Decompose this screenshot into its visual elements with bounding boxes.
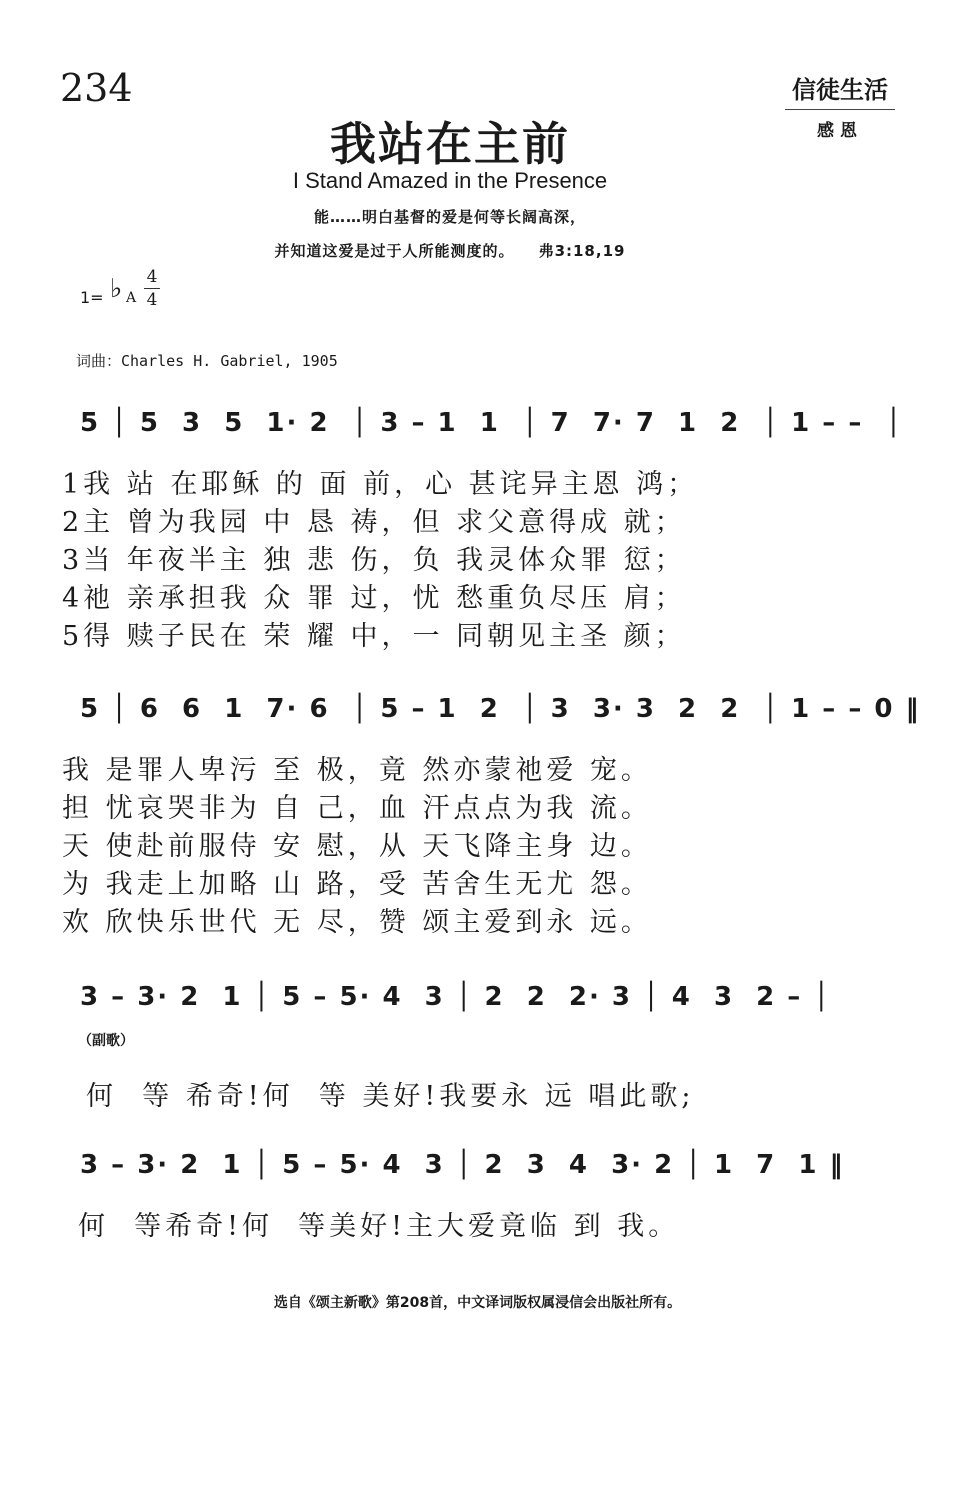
scripture-reference: 弗3:18,19 [538, 242, 626, 260]
notation-line-1: 5 │ 5 3 5 1· 2 │ 3 – 1 1 │ 7 7· 7 1 2 │ 1 – – │ [80, 408, 904, 438]
lyric-line: 何 等 希奇!何 等 美好!我要永 远 唱此歌; [86, 1081, 695, 1112]
lyric-line: 我 是罪人卑污 至 极，竟 然亦蒙祂爱 宠。 [62, 755, 652, 786]
key-signature [80, 262, 200, 322]
lyric-line: 担 忧哀哭非为 自 己，血 汗点点为我 流。 [62, 793, 652, 824]
time-top: 4 [144, 266, 160, 289]
notation-line-2: 5 │ 6 6 1 7· 6 │ 5 – 1 2 │ 3 3· 3 2 2 │ 1 – – 0 ‖ [80, 694, 921, 724]
lyric-line: 3当 年夜半主 独 悲 伤，负 我灵体众罪 愆； [62, 545, 686, 576]
lyric-line: 4祂 亲承担我 众 罪 过，忧 愁重负尽压 肩； [62, 583, 686, 614]
notation-line-4: 3 – 3· 2 1 │ 5 – 5· 4 3 │ 2 3 4 3· 2 │ 1 7 1 ‖ [80, 1150, 845, 1180]
lyric-line: 欢 欣快乐世代 无 尽，赞 颂主爱到永 远。 [62, 907, 652, 938]
key-prefix: 1= [80, 288, 104, 307]
copyright-footer: 选自《颂主新歌》第208首，中文译词版权属浸信会出版社所有。 [273, 1295, 682, 1311]
hymn-number: 234 [60, 66, 133, 110]
lyric-line: 2主 曾为我园 中 恳 祷，但 求父意得成 就； [62, 507, 686, 538]
lyric-line: 天 使赴前服侍 安 慰，从 天飞降主身 边。 [62, 831, 652, 862]
category-main: 信徒生活 [785, 70, 895, 110]
time-signature [144, 266, 160, 311]
flat-icon: ♭ [110, 274, 123, 304]
time-bottom: 4 [146, 290, 158, 310]
key-letter: A [126, 290, 137, 306]
hymn-title: 我站在主前 [330, 117, 570, 171]
lyric-line: 何 等希奇!何 等美好!主大爱竟临 到 我。 [78, 1211, 680, 1242]
scripture-line-2 [0, 240, 900, 261]
lyric-line: 1我 站 在耶稣 的 面 前，心 甚诧异主恩 鸿； [62, 469, 699, 500]
scripture-line-2-text: 并知道这爱是过于人所能测度的。 [274, 242, 515, 260]
composer-credit: 词曲：Charles H. Gabriel, 1905 [76, 352, 338, 370]
lyric-line: 5得 赎子民在 荣 耀 中，一 同朝见主圣 颜； [62, 621, 686, 652]
english-subtitle: I Stand Amazed in the Presence [292, 168, 608, 193]
category-sub: 感恩 [817, 121, 863, 141]
refrain-label: （副歌） [78, 1033, 134, 1049]
scripture-line-1: 能……明白基督的爱是何等长阔高深， [313, 208, 586, 226]
notation-line-3: 3 – 3· 2 1 │ 5 – 5· 4 3 │ 2 2 2· 3 │ 4 3 2 – │ [80, 982, 832, 1012]
lyric-line: 为 我走上加略 山 路，受 苦舍生无尤 怨。 [62, 869, 652, 900]
